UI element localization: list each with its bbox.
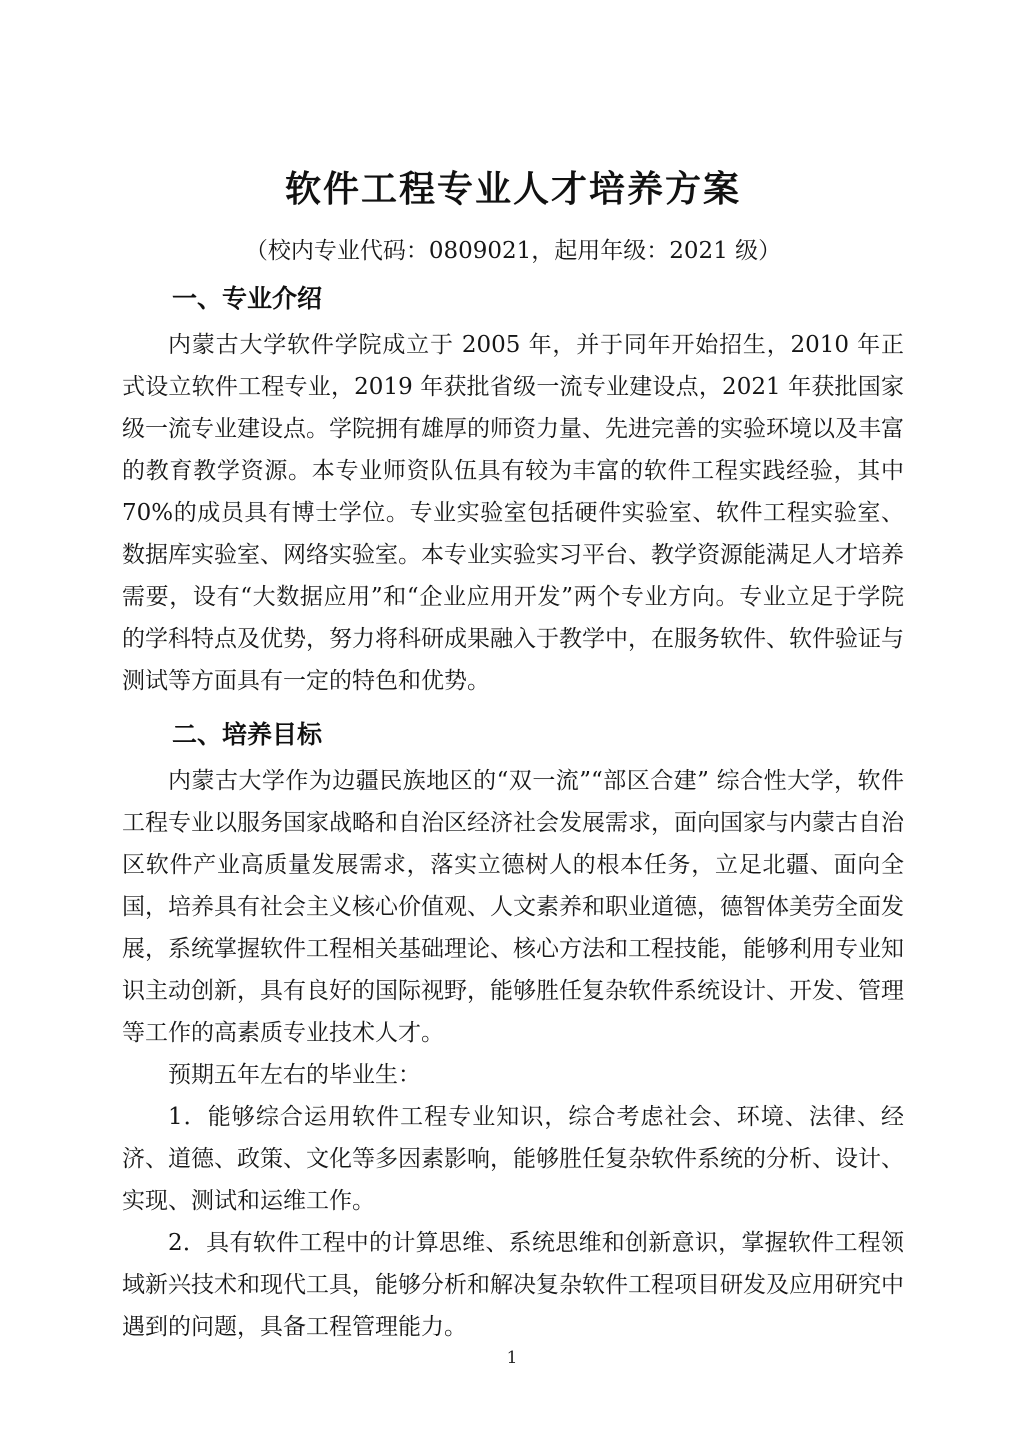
graduates-intro-line: 预期五年左右的毕业生：: [168, 1062, 421, 1089]
section-heading-goals: 二、培养目标: [172, 721, 323, 750]
intro-paragraph: 内蒙古大学软件学院成立于 2005 年，并于同年开始招生，2010 年正式设立软件工程专业，2019 年获批省级一流专业建设点，2021 年获批国家级一流专业建设点。学院拥有雄厚的师资力量、先进完善的实验环境以及丰富的教育教学资源。本专业师资队伍具有较为丰富的软件工程实践经验，其中 70%的成员具有博士学位。专业实验室包括硬件实验室、软件工程实验室、数据库实验室、网络实验室。本专业实验实习平台、教学资源能满足人才培养需要，设有“大数据应用”和“企业应用开发”两个专业方向。专业立足于学院的学科特点及优势，努力将科研成果融入于教学中，在服务软件、软件验证与测试等方面具有一定的特色和优势。: [122, 332, 904, 695]
document-subtitle: （校内专业代码：0809021，起用年级：2021 级）: [244, 238, 782, 265]
goal-item-1: 1．能够综合运用软件工程专业知识，综合考虑社会、环境、法律、经济、道德、政策、文化等多因素影响，能够胜任复杂软件系统的分析、设计、实现、测试和运维工作。: [122, 1104, 904, 1215]
page-number: 1: [506, 1348, 518, 1368]
document-title: 软件工程专业人才培养方案: [284, 168, 741, 210]
goals-paragraph: 内蒙古大学作为边疆民族地区的“双一流”“部区合建” 综合性大学，软件工程专业以服务国家战略和自治区经济社会发展需求，面向国家与内蒙古自治区软件产业高质量发展需求，落实立德树人的根本任务，立足北疆、面向全国，培养具有社会主义核心价值观、人文素养和职业道德，德智体美劳全面发展，系统掌握软件工程相关基础理论、核心方法和工程技能，能够利用专业知识主动创新，具有良好的国际视野，能够胜任复杂软件系统设计、开发、管理等工作的高素质专业技术人才。: [122, 768, 904, 1047]
goal-item-2: 2．具有软件工程中的计算思维、系统思维和创新意识，掌握软件工程领域新兴技术和现代工具，能够分析和解决复杂软件工程项目研发及应用研究中遇到的问题，具备工程管理能力。: [122, 1230, 904, 1341]
section-heading-intro: 一、专业介绍: [172, 285, 323, 314]
